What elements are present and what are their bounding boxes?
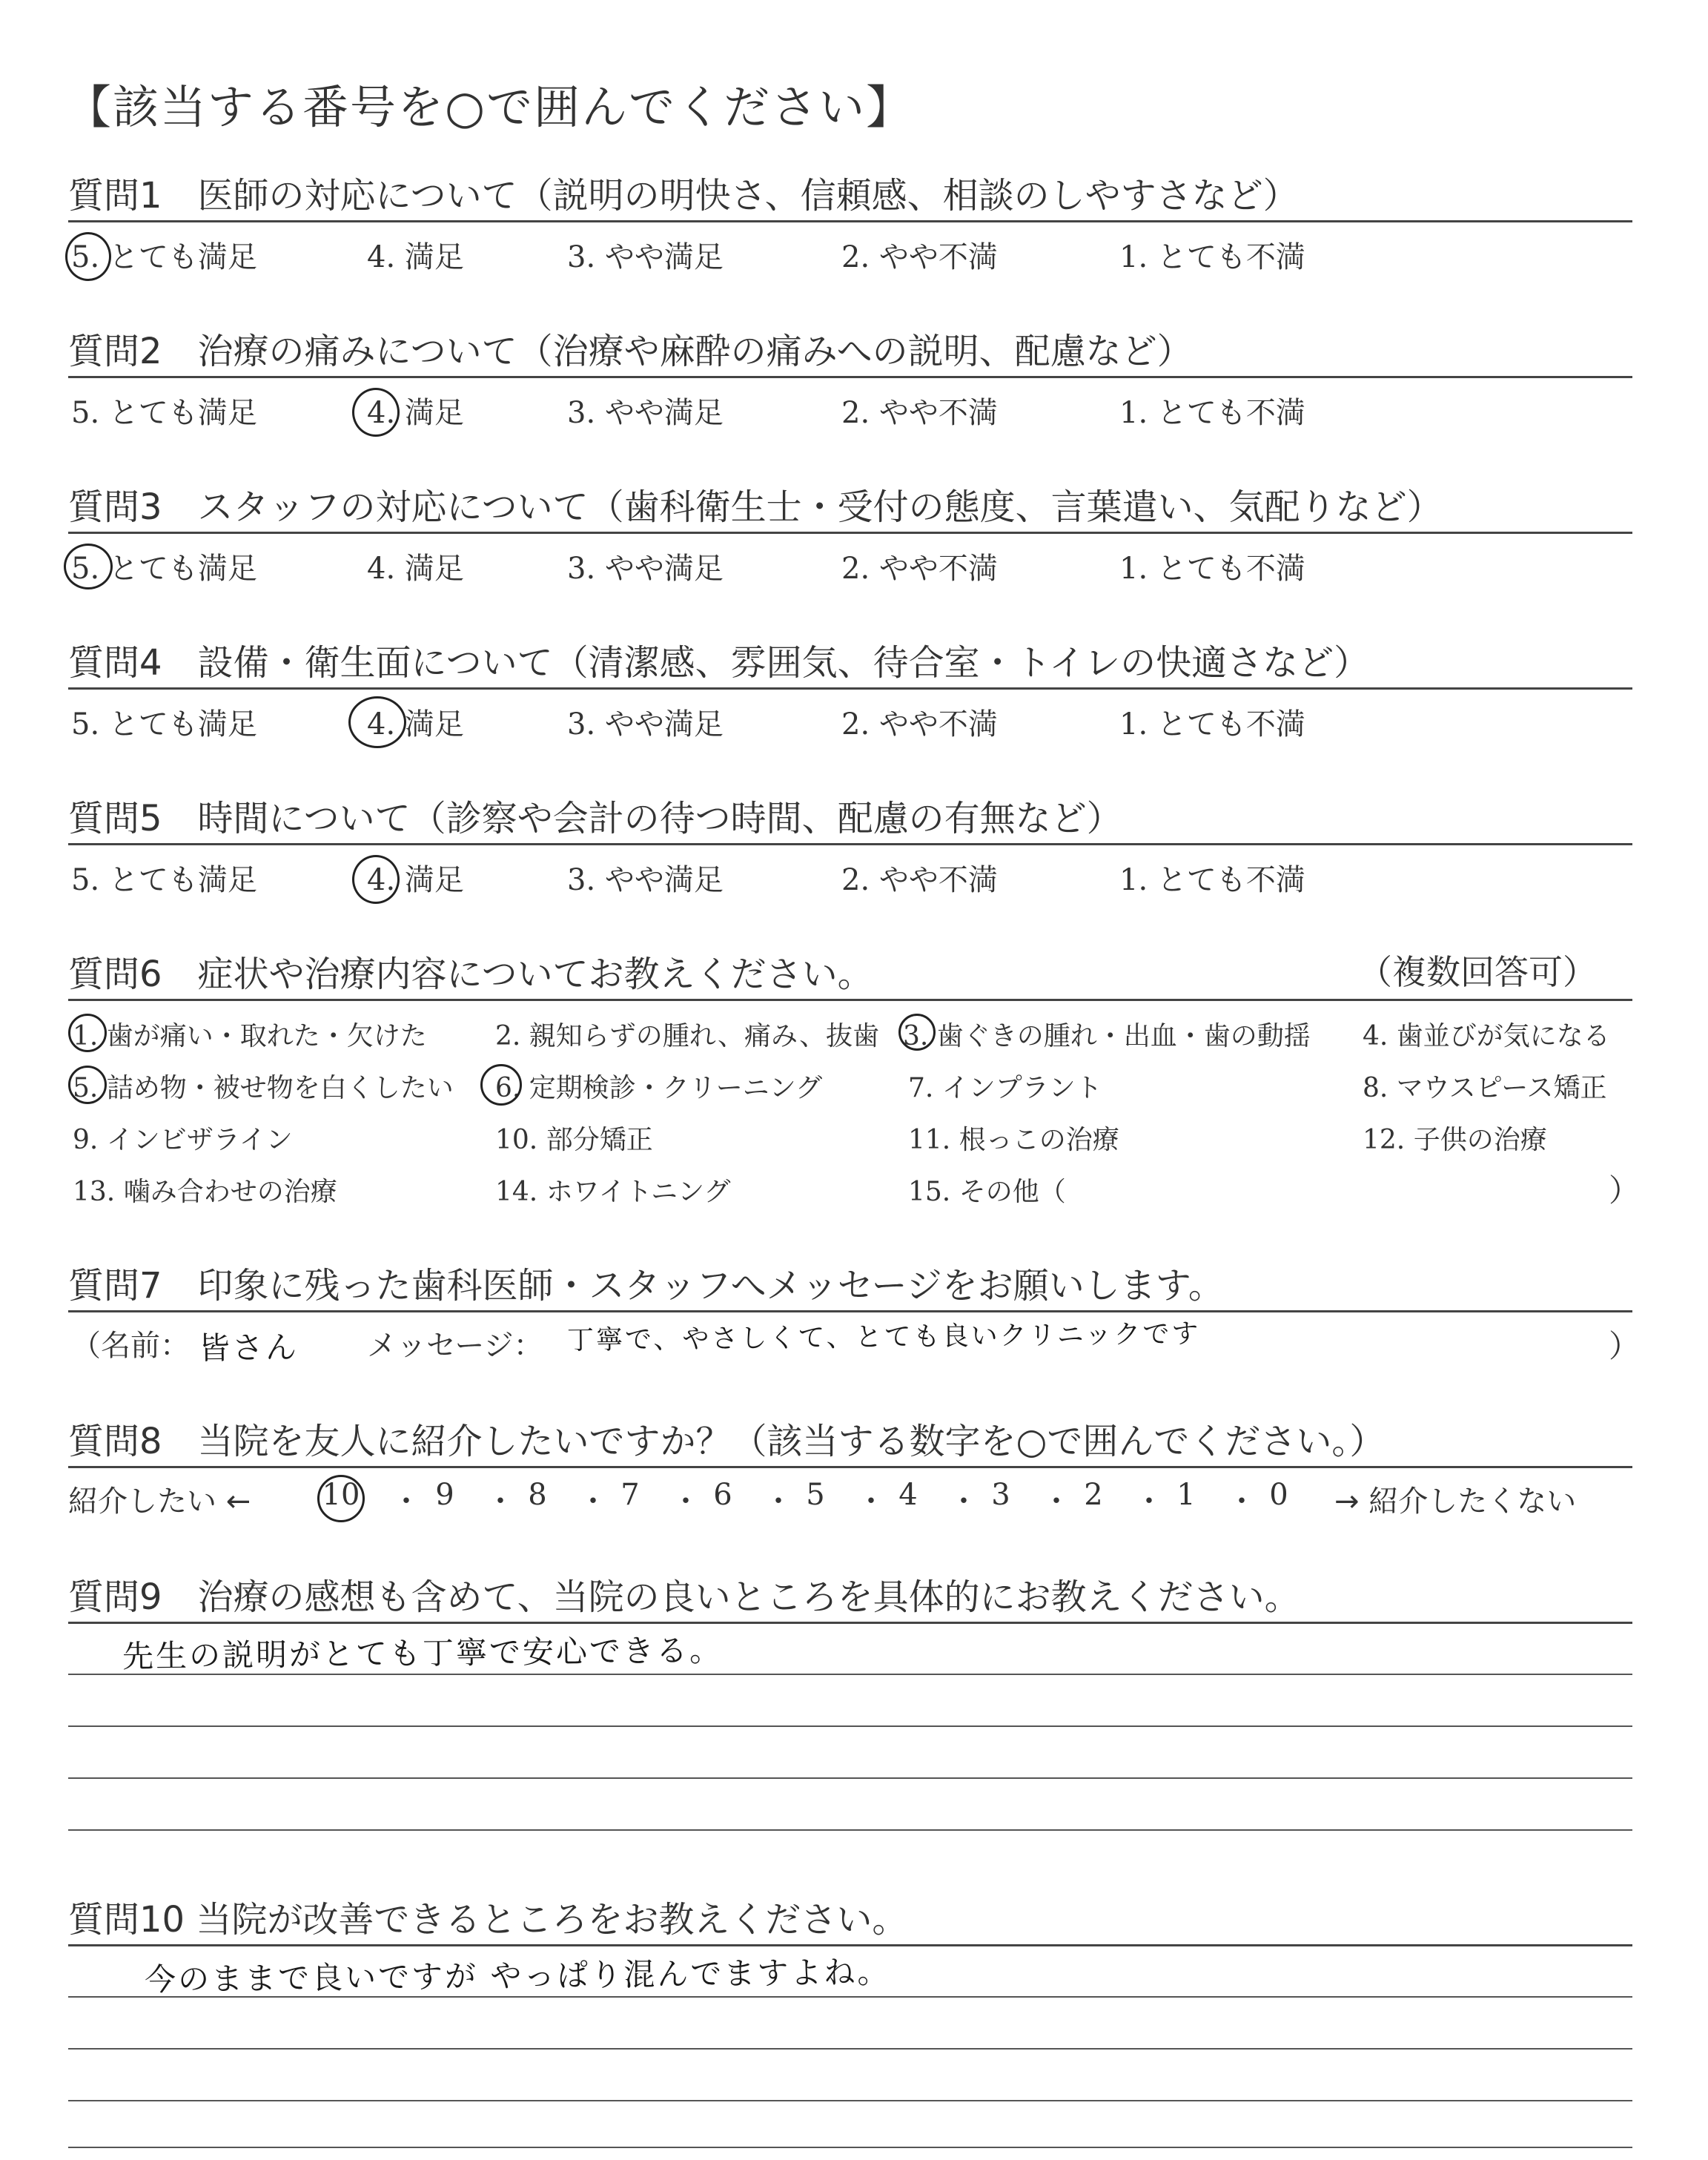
symptom-option-7[interactable]: 7. インプラント xyxy=(908,1073,1102,1103)
symptom-option-14[interactable]: 14. ホワイトニング xyxy=(495,1177,731,1207)
option-2[interactable]: 2. やや不満 xyxy=(841,396,998,430)
page-title: 【該当する番号を○で囲んでください】 xyxy=(65,80,914,134)
symptom-option-2[interactable]: 2. 親知らずの腫れ、痛み、抜歯 xyxy=(495,1021,880,1051)
symptom-option-8[interactable]: 8. マウスピース矯正 xyxy=(1363,1073,1607,1103)
separator-dot: ・ xyxy=(486,1484,515,1519)
option-1[interactable]: 1. とても不満 xyxy=(1119,552,1305,586)
divider xyxy=(68,999,1632,1001)
score-2[interactable]: 2 xyxy=(1084,1478,1103,1512)
symptom-option-6[interactable]: 6. 定期検診・クリーニング xyxy=(495,1073,823,1103)
score-0[interactable]: 0 xyxy=(1269,1478,1288,1512)
question-title: 質問5 時間について（診察や会計の待つ時間、配慮の有無など） xyxy=(68,798,1122,839)
option-1[interactable]: 1. とても不満 xyxy=(1119,396,1305,430)
symptom-option-9[interactable]: 9. インビザライン xyxy=(73,1125,293,1155)
answer-line xyxy=(68,1829,1632,1831)
answer-line xyxy=(68,2100,1632,2101)
option-3[interactable]: 3. やや満足 xyxy=(567,707,724,742)
divider xyxy=(68,376,1632,378)
score-1[interactable]: 1 xyxy=(1176,1478,1196,1512)
score-9[interactable]: 9 xyxy=(435,1478,454,1512)
option-2[interactable]: 2. やや不満 xyxy=(841,552,998,586)
option-5[interactable]: 5. とても満足 xyxy=(71,240,257,274)
answer-line-1[interactable]: 先生の説明がとても丁寧で安心できる。 xyxy=(122,1631,724,1675)
option-1[interactable]: 1. とても不満 xyxy=(1119,707,1305,742)
symptom-option-3[interactable]: 3. 歯ぐきの腫れ・出血・歯の動揺 xyxy=(903,1021,1311,1051)
score-10[interactable]: 10 xyxy=(322,1478,360,1512)
answer-line-1[interactable]: 今のままで良いですが やっぱり混んでますよね。 xyxy=(144,1953,891,1998)
separator-dot: ・ xyxy=(856,1484,886,1519)
separator-dot: ・ xyxy=(1227,1484,1257,1519)
score-5[interactable]: 5 xyxy=(806,1478,825,1512)
message-label: メッセージ： xyxy=(367,1329,543,1363)
option-2[interactable]: 2. やや不満 xyxy=(841,240,998,274)
answer-line xyxy=(68,1996,1632,1998)
message-field[interactable]: 丁寧で、やさしくて、とても良いクリニックです xyxy=(566,1318,1201,1356)
multiple-answers-note: （複数回答可） xyxy=(1358,952,1597,992)
symptom-option-11[interactable]: 11. 根っこの治療 xyxy=(908,1125,1119,1155)
question-title: 質問4 設備・衛生面について（清潔感、雰囲気、待合室・トイレの快適さなど） xyxy=(68,642,1370,684)
separator-dot: ・ xyxy=(578,1484,608,1519)
question-title: 質問6 症状や治療内容についてお教えください。 xyxy=(68,954,873,995)
other-close-paren: ） xyxy=(1609,1172,1641,1209)
option-4[interactable]: 4. 満足 xyxy=(367,863,464,897)
option-1[interactable]: 1. とても不満 xyxy=(1119,240,1305,274)
question-title: 質問7 印象に残った歯科医師・スタッフへメッセージをお願いします。 xyxy=(68,1265,1224,1307)
option-5[interactable]: 5. とても満足 xyxy=(71,396,257,430)
question-title: 質問1 医師の対応について（説明の明快さ、信頼感、相談のしやすさなど） xyxy=(68,175,1299,217)
answer-line xyxy=(68,2048,1632,2050)
name-label: （名前： xyxy=(71,1329,190,1363)
option-5[interactable]: 5. とても満足 xyxy=(71,863,257,897)
score-3[interactable]: 3 xyxy=(991,1478,1010,1512)
divider xyxy=(68,1622,1632,1624)
option-4[interactable]: 4. 満足 xyxy=(367,240,464,274)
symptom-option-12[interactable]: 12. 子供の治療 xyxy=(1363,1125,1547,1155)
option-5[interactable]: 5. とても満足 xyxy=(71,552,257,586)
answer-line xyxy=(68,1777,1632,1779)
score-4[interactable]: 4 xyxy=(898,1478,918,1512)
divider xyxy=(68,532,1632,534)
option-2[interactable]: 2. やや不満 xyxy=(841,707,998,742)
answer-line xyxy=(68,2147,1632,2148)
answer-line xyxy=(68,1674,1632,1675)
symptom-option-1[interactable]: 1. 歯が痛い・取れた・欠けた xyxy=(73,1021,427,1051)
question-title: 質問3 スタッフの対応について（歯科衛生士・受付の態度、言葉遣い、気配りなど） xyxy=(68,486,1443,528)
option-4[interactable]: 4. 満足 xyxy=(367,552,464,586)
question-title: 質問2 治療の痛みについて（治療や麻酔の痛みへの説明、配慮など） xyxy=(68,331,1193,372)
question-title: 質問9 治療の感想も含めて、当院の良いところを具体的にお教えください。 xyxy=(68,1576,1300,1618)
divider xyxy=(68,687,1632,690)
divider xyxy=(68,1466,1632,1468)
symptom-option-10[interactable]: 10. 部分矯正 xyxy=(495,1125,653,1155)
symptom-option-15[interactable]: 15. その他（ xyxy=(908,1177,1066,1207)
option-1[interactable]: 1. とても不満 xyxy=(1119,863,1305,897)
divider xyxy=(68,220,1632,222)
score-7[interactable]: 7 xyxy=(620,1478,640,1512)
divider xyxy=(68,1944,1632,1946)
separator-dot: ・ xyxy=(764,1484,793,1519)
separator-dot: ・ xyxy=(671,1484,701,1519)
separator-dot: ・ xyxy=(1134,1484,1164,1519)
symptom-option-5[interactable]: 5. 詰め物・被せ物を白くしたい xyxy=(73,1073,454,1103)
divider xyxy=(68,843,1632,845)
option-4[interactable]: 4. 満足 xyxy=(367,396,464,430)
name-field[interactable]: 皆さん xyxy=(198,1329,299,1367)
option-3[interactable]: 3. やや満足 xyxy=(567,863,724,897)
divider xyxy=(68,1310,1632,1312)
option-5[interactable]: 5. とても満足 xyxy=(71,707,257,742)
option-2[interactable]: 2. やや不満 xyxy=(841,863,998,897)
message-close-paren: ） xyxy=(1609,1328,1641,1364)
option-3[interactable]: 3. やや満足 xyxy=(567,240,724,274)
separator-dot: ・ xyxy=(1042,1484,1071,1519)
score-8[interactable]: 8 xyxy=(528,1478,547,1512)
recommend-left-label: 紹介したい ← xyxy=(68,1484,251,1519)
question-title: 質問10 当院が改善できるところをお教えください。 xyxy=(68,1899,908,1941)
symptom-option-13[interactable]: 13. 噛み合わせの治療 xyxy=(73,1177,337,1207)
separator-dot: ・ xyxy=(949,1484,979,1519)
option-3[interactable]: 3. やや満足 xyxy=(567,552,724,586)
symptom-option-4[interactable]: 4. 歯並びが気になる xyxy=(1363,1021,1610,1051)
answer-line xyxy=(68,1725,1632,1727)
score-6[interactable]: 6 xyxy=(713,1478,732,1512)
separator-dot: ・ xyxy=(391,1484,421,1519)
option-3[interactable]: 3. やや満足 xyxy=(567,396,724,430)
option-4[interactable]: 4. 満足 xyxy=(367,707,464,742)
question-title: 質問8 当院を友人に紹介したいですか？（該当する数字を○で囲んでください。） xyxy=(68,1421,1386,1462)
recommend-right-label: → 紹介したくない xyxy=(1334,1484,1577,1519)
